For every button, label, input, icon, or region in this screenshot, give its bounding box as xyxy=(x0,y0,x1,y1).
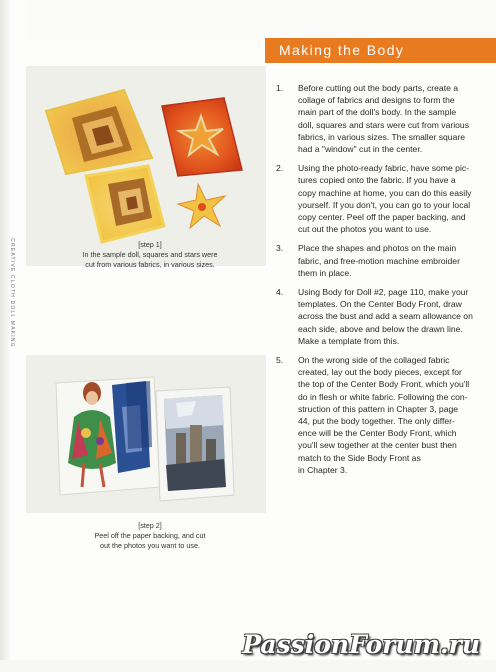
step2-photo xyxy=(26,355,266,513)
step-number: 4. xyxy=(276,287,284,298)
step-text-line: Before cutting out the body parts, create a xyxy=(298,83,459,93)
step-text-line: in Chapter 3. xyxy=(298,464,348,475)
step-text-line: them in place. xyxy=(298,267,352,278)
step1-caption xyxy=(60,240,240,270)
step-text-line: Place the shapes and photos on the main xyxy=(298,243,457,254)
step2-caption xyxy=(60,521,240,551)
step1-caption-line: In the sample doll, squares and stars were xyxy=(82,250,218,259)
step-text-line: had a "window" cut in the center. xyxy=(298,144,423,155)
step-number: 3. xyxy=(276,243,284,254)
fabric-square-1 xyxy=(46,90,152,174)
step-text-line: 44, put the body together. The only differ- xyxy=(298,416,455,427)
step-text-line: Using the photo-ready fabric, have some pic- xyxy=(298,163,470,174)
fabric-shapes-illustration xyxy=(26,66,266,266)
step1-photo xyxy=(26,66,266,266)
instruction-step xyxy=(276,162,486,235)
step-text-line: copy center. Peel off the paper backing, and xyxy=(298,212,466,223)
step-text-line: On the wrong side of the collaged fabric xyxy=(298,355,450,366)
step-text-line: the top of the Center Body Front, which you'll xyxy=(298,379,470,390)
step-text-line: templates. On the Center Body Front, draw xyxy=(298,299,462,310)
step-text-line: match to the Side Body Front as xyxy=(298,452,421,463)
photo-fabric-illustration xyxy=(26,355,266,513)
step-text-line: collage of fabrics and designs to form the xyxy=(298,95,455,106)
step-text-line: cut out the photos you want to use. xyxy=(298,224,432,235)
fabric-square-3 xyxy=(86,166,164,242)
step-text-line: you'll sew together at the center bust then xyxy=(298,440,457,451)
page-top-strip xyxy=(26,0,496,40)
step-text-line: tures copied onto the fabric. If you have a xyxy=(298,175,456,186)
instruction-step xyxy=(276,242,486,279)
step-number: 2. xyxy=(276,163,284,174)
step-text-line: ence will be the Center Body Front, which xyxy=(298,428,457,439)
step-text-line: Using Body for Doll #2, page 110, make your xyxy=(298,287,469,298)
step-text-line: fabric, and free-motion machine embroider xyxy=(298,255,460,266)
instruction-step xyxy=(276,286,486,347)
step2-caption-line: out the photos you want to use. xyxy=(100,541,200,550)
instruction-step xyxy=(276,82,486,155)
step-text-line: across the bust and add a seam allowance on xyxy=(298,311,473,322)
step1-caption-label: [step 1] xyxy=(138,240,162,249)
fabric-square-2 xyxy=(162,98,242,176)
step-text-line: do in flesh or white fabric. Following the con- xyxy=(298,391,468,402)
step1-caption-line: cut from various fabrics, in various sizes. xyxy=(85,260,215,269)
section-title: Making the Body xyxy=(279,42,405,58)
instruction-step xyxy=(276,354,486,476)
running-header-text: CREATIVE CLOTH DOLL MAKING xyxy=(9,238,15,348)
step2-caption-line: Peel off the paper backing, and cut xyxy=(94,531,206,540)
running-header xyxy=(6,230,18,360)
step-text-line: copy machine at home, you can do this easily xyxy=(298,187,472,198)
step-text-line: Make a template from this. xyxy=(298,335,400,346)
photo-shadow xyxy=(126,381,152,449)
instruction-list xyxy=(276,82,486,483)
fabric-star xyxy=(178,184,225,228)
step-text-line: main part of the doll's body. In the sample xyxy=(298,107,457,118)
step-text-line: created, lay out the body pieces, except for xyxy=(298,367,462,378)
photo-fabric-sheet-2 xyxy=(156,387,234,501)
watermark: PassionForum.ru xyxy=(242,630,480,659)
step-text-line: doll, squares and stars were cut from various xyxy=(298,119,469,130)
step-number: 1. xyxy=(276,83,284,93)
section-title-bar xyxy=(265,38,496,63)
bottom-strip xyxy=(0,660,496,672)
step2-caption-label: [step 2] xyxy=(138,521,162,530)
step-text-line: fabrics, in various sizes. The smaller square xyxy=(298,131,466,142)
step-number: 5. xyxy=(276,355,284,366)
step-text-line: each side, above and below the drawn line. xyxy=(298,323,463,334)
step-text-line: struction of this pattern in Chapter 3, page xyxy=(298,403,459,414)
step-text-line: yourself. If you don't, you can go to your local xyxy=(298,199,471,210)
